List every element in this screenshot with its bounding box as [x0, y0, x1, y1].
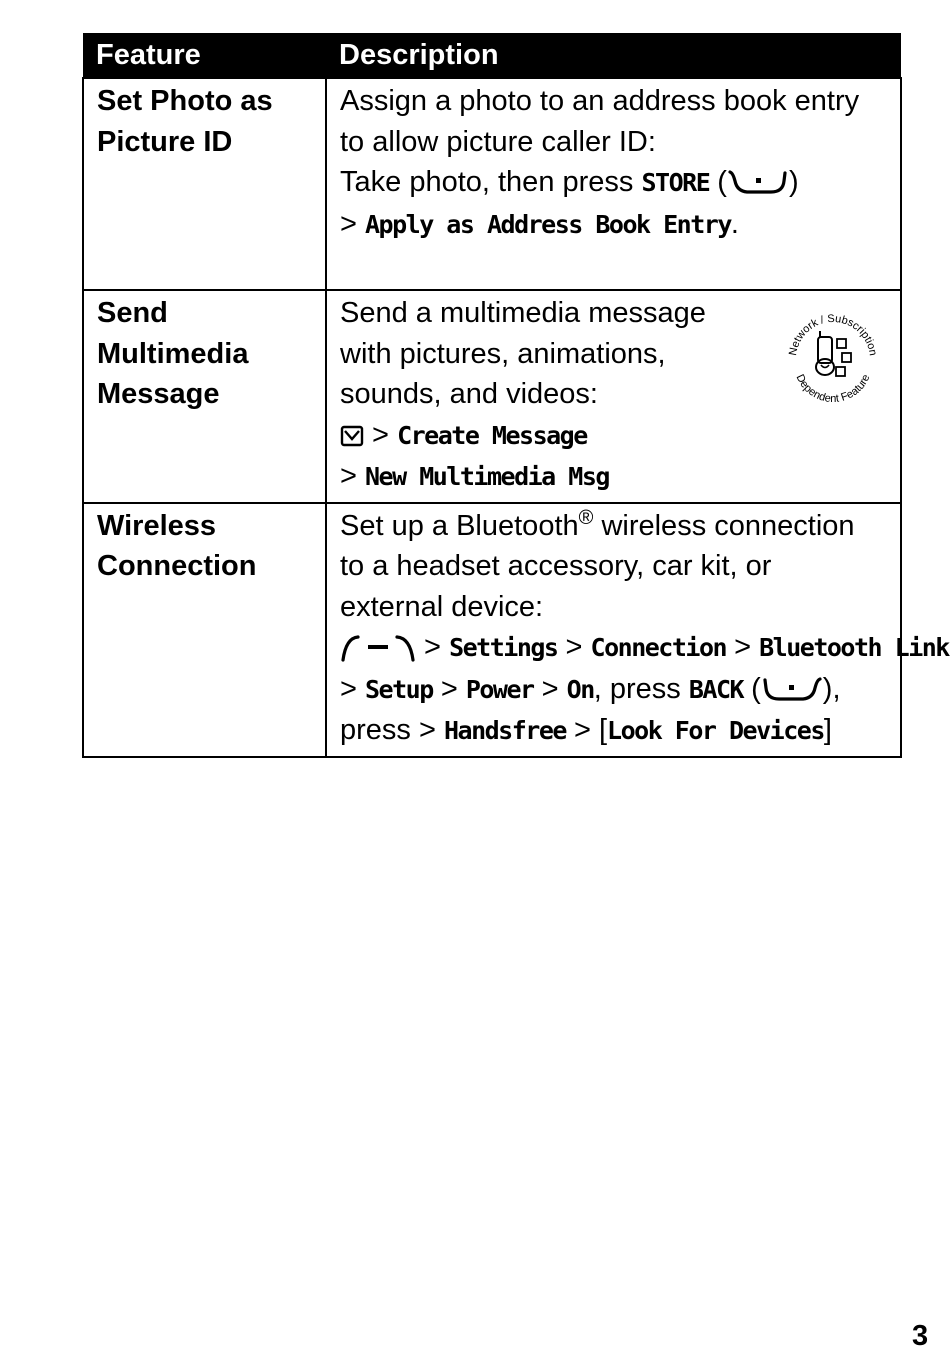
page-number: 3 — [912, 1320, 929, 1352]
feature-cell — [83, 78, 326, 290]
message-envelope-icon — [340, 424, 364, 448]
feature-line: Connection — [97, 550, 257, 582]
table-row — [83, 503, 901, 757]
desc-line: > Settings > Connection > Bluetooth Link — [340, 627, 887, 669]
feature-cell — [83, 290, 326, 503]
menu-path-bluetooth-link: Bluetooth Link — [759, 633, 949, 662]
description-cell — [326, 503, 949, 757]
feature-line: Multimedia — [97, 337, 249, 370]
menu-key-icon — [340, 633, 416, 663]
desc-line: to a headset accessory, car kit, or — [340, 550, 772, 582]
desc-line: > New Multimedia Msg — [340, 460, 609, 492]
feature-line: Message — [97, 378, 220, 410]
menu-path-power: Power — [465, 674, 534, 704]
table-header-row — [83, 33, 901, 78]
desc-line: sounds, and videos: — [340, 378, 598, 410]
feature-line: Send — [97, 297, 168, 329]
store-key-label: STORE — [641, 168, 710, 197]
description-cell — [326, 78, 901, 290]
right-soft-key-icon — [727, 169, 789, 197]
svg-text:Network / Subscription: Network / Subscription — [787, 312, 879, 357]
menu-path-setup: Setup — [365, 674, 433, 704]
svg-text:Dependent Feature: Dependent Feature — [793, 372, 873, 406]
feature-line: Wireless — [97, 509, 217, 542]
back-key-label: BACK — [688, 674, 744, 704]
feature-line: Set Photo as — [97, 85, 273, 117]
desc-line: > Apply as Address Book Entry. — [340, 207, 739, 240]
network-subscription-badge-icon — [778, 301, 888, 411]
left-soft-key-icon — [761, 676, 823, 704]
menu-path-connection: Connection — [590, 633, 727, 662]
desc-line: > Create Message — [340, 415, 887, 457]
table-row — [83, 290, 901, 503]
menu-path-create: Create Message — [397, 420, 587, 450]
desc-line: press > Handsfree > [Look For Devices] — [340, 714, 832, 746]
feature-table — [82, 33, 949, 758]
header-description: Description — [326, 33, 901, 78]
description-cell — [326, 290, 901, 503]
desc-line: Send a multimedia message — [340, 297, 706, 329]
desc-line: to allow picture caller ID: — [340, 125, 656, 158]
feature-cell — [83, 503, 326, 757]
menu-path-new-msg: New Multimedia Msg — [365, 462, 609, 491]
table-row — [83, 78, 901, 290]
menu-path-on: On — [566, 674, 594, 704]
desc-line: Take photo, then press STORE ( ) — [340, 166, 799, 198]
desc-line: Assign a photo to an address book entry — [340, 85, 860, 117]
desc-line: Set up a Bluetooth® wireless connection — [340, 506, 855, 542]
header-feature: Feature — [83, 33, 326, 78]
desc-line: > Setup > Power > On, press BACK ( ), — [340, 672, 841, 705]
desc-line: with pictures, animations, — [340, 337, 666, 370]
feature-line: Picture ID — [97, 125, 233, 158]
desc-line: external device: — [340, 590, 544, 623]
menu-path-apply: Apply as Address Book Entry — [365, 209, 731, 239]
menu-path-look-for-devices: Look For Devices — [607, 716, 824, 745]
menu-path-handsfree: Handsfree — [443, 716, 566, 745]
menu-path-settings: Settings — [449, 633, 558, 662]
